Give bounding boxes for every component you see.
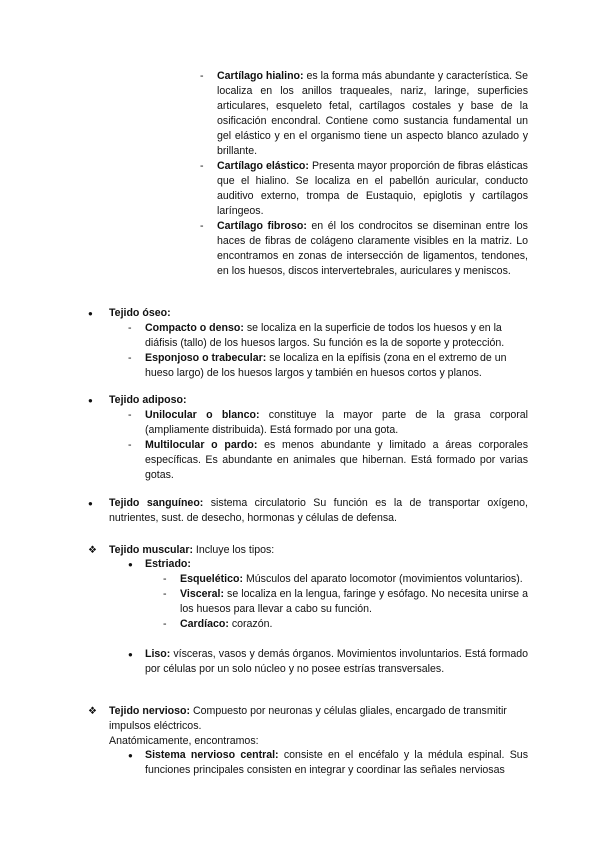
dash-marker: - [128, 409, 132, 421]
definition: en él los condrocitos se diseminan entre los haces de fibras de colágeno claramente visibles en la matriz. Lo encontramos en zonas de intersección de ligamentos, tendones, en los huesos, discos intervertebrales, auriculares y meniscos. [217, 220, 528, 277]
term: Tejido muscular: [109, 544, 193, 556]
term: Cartílago elástico: [217, 160, 309, 172]
list-item [200, 159, 528, 219]
definition: Presenta mayor proporción de fibras elásticas que el hialino. Se localiza en el pabellón auricular, conducto auditivo externo, trompa de Eustaquio, epiglotis y cartílagos laríngeos. [217, 160, 528, 217]
definition: Compuesto por neuronas y células gliales, encargado de transmitir impulsos eléctricos. [109, 705, 507, 732]
term: Cartílago fibroso: [217, 220, 307, 232]
definition: constituye la mayor parte de la grasa corporal (ampliamente distribuida). Está formado por una gota. [145, 409, 529, 436]
dash-marker: - [128, 439, 132, 451]
adiposo-list [128, 408, 528, 483]
term: Liso: [145, 648, 171, 660]
cartilago-list [200, 69, 528, 279]
definition: se localiza en la superficie de todos los huesos y en la diáfisis (tallo) de los huesos largos. Su función es la de soporte y protección. [145, 322, 505, 349]
list-item [163, 572, 528, 587]
section-oseo [88, 306, 528, 321]
bullet-marker: ● [128, 650, 133, 659]
term: Tejido sanguíneo: [109, 497, 204, 509]
section-muscular [88, 543, 528, 558]
definition: se localiza en la lengua, faringe y esófago. No necesita unirse a los huesos para llevar a cabo su función. [180, 588, 528, 615]
bullet-marker: ● [88, 499, 93, 508]
definition: vísceras, vasos y demás órganos. Movimientos involuntarios. Está formado por células por un solo núcleo y no posee estrías transversales. [145, 648, 528, 675]
definition: se localiza en la epífisis (zona en el extremo de un hueso largo) de los huesos largos y también en huesos cortos y planos. [145, 352, 507, 379]
subsection-title: Estriado: [145, 558, 191, 570]
dash-marker: - [200, 220, 204, 232]
list-item [200, 219, 528, 279]
definition: sistema circulatorio Su función es la de transportar oxígeno, nutrientes, sust. de desecho, hormonas y células de defensa. [109, 497, 528, 524]
bullet-marker: ● [128, 751, 133, 760]
term: Sistema nervioso central: [145, 749, 279, 761]
central-item [128, 748, 528, 778]
term: Multilocular o pardo: [145, 439, 258, 451]
definition: es la forma más abundante y característica. Se localiza en los anillos traqueales, nariz, laringe, superficies articulares, esqueleto fetal, cartílagos costales y base de la osificación encondral. Contiene como sustancia fundamental un gel elástico y en el organismo tiene un aspecto blanco azulado y brillante. [217, 70, 528, 157]
list-item [128, 321, 528, 351]
dash-marker: - [163, 588, 167, 600]
dash-marker: - [163, 573, 167, 585]
section-adiposo [88, 393, 528, 408]
diamond-marker: ❖ [88, 706, 97, 717]
definition: corazón. [228, 618, 273, 630]
dash-marker: - [163, 618, 167, 630]
list-item [128, 351, 528, 381]
section-nervioso [88, 704, 528, 749]
dash-marker: - [200, 160, 204, 172]
list-item [200, 69, 528, 159]
definition: Incluye los tipos: [192, 544, 275, 556]
term: Esponjoso o trabecular: [145, 352, 267, 364]
term: Cartílago hialino: [217, 70, 304, 82]
section-sanguineo [88, 496, 528, 526]
list-item [163, 587, 528, 617]
anatomic-line: Anatómicamente, encontramos: [109, 735, 259, 747]
bullet-marker: ● [128, 560, 133, 569]
definition: es menos abundante y limitado a áreas corporales específicas. Es abundante en animales que hibernan. Está formado por varias gotas. [145, 439, 528, 481]
bullet-marker: ● [88, 396, 93, 405]
list-item [163, 617, 528, 632]
term: Compacto o denso: [145, 322, 244, 334]
definition: consiste en el encéfalo y la médula espinal. Sus funciones principales consisten en integrar y coordinar las señales nerviosas [145, 749, 528, 776]
term: Visceral: [180, 588, 224, 600]
oseo-list [128, 321, 528, 381]
term: Esquelético: [180, 573, 243, 585]
estriado-list [163, 572, 528, 632]
list-item [128, 408, 528, 438]
section-title: Tejido óseo: [109, 307, 171, 319]
term: Tejido nervioso: [109, 705, 191, 717]
definition: Músculos del aparato locomotor (movimientos voluntarios). [243, 573, 523, 585]
dash-marker: - [128, 322, 132, 334]
dash-marker: - [200, 70, 204, 82]
diamond-marker: ❖ [88, 545, 97, 556]
bullet-marker: ● [88, 309, 93, 318]
term: Unilocular o blanco: [145, 409, 260, 421]
term: Cardíaco: [180, 618, 229, 630]
liso-item [128, 647, 528, 677]
dash-marker: - [128, 352, 132, 364]
section-title: Tejido adiposo: [109, 394, 187, 406]
estriado-header [128, 557, 528, 572]
list-item [128, 438, 528, 483]
